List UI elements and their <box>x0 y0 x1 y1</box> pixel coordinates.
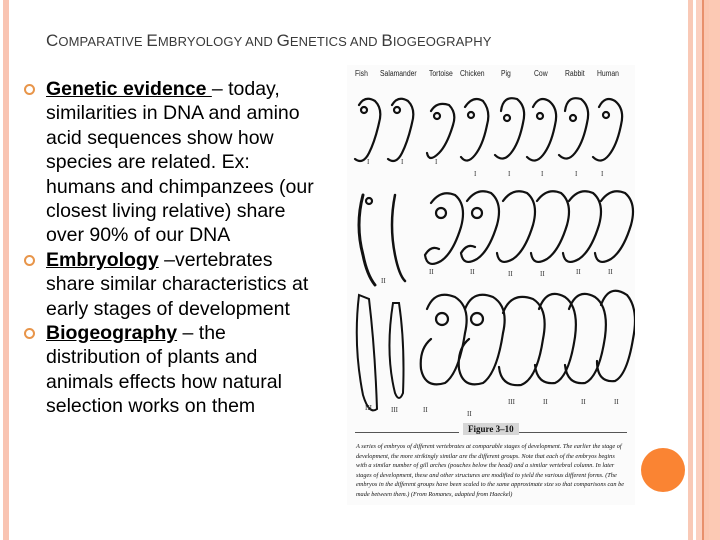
figure-caption: A series of embryos of different vertebrates at comparable stages of development. The earlier the stage of development, the more strikingly similar are the different groups. Note that each of the embryos begins with a similar number of gill arches (pouches below the head) and a similar vertebral column. In later stages of development, these and other structures are modified to yield the various different forms. (The embryos in the different groups have been scaled to the same approximate size so that comparisons can be made between them.) (From Romanes, adapted from Haeckel) <box>356 443 625 498</box>
stage-label: III <box>391 406 398 414</box>
title-part: OMPARATIVE <box>58 34 147 49</box>
stage-label: II <box>470 268 475 276</box>
column-label: Human <box>597 69 619 78</box>
circle-bullet-icon <box>24 84 35 95</box>
column-label: Pig <box>501 69 511 78</box>
title-part: ENETICS AND <box>289 34 382 49</box>
stage-label: I <box>508 170 511 178</box>
stage-label: II <box>576 268 581 276</box>
column-label: Cow <box>534 69 548 78</box>
bullet-genetic-evidence <box>24 77 314 248</box>
right-border-decoration <box>688 0 720 540</box>
stage-label: II <box>423 406 428 414</box>
figure-title: Figure 3–10 <box>463 423 519 435</box>
slide-title <box>46 31 491 51</box>
stage-label: I <box>367 158 370 166</box>
stage-label: II <box>429 268 434 276</box>
title-part: IOGEOGRAPHY <box>392 34 492 49</box>
stage-label: II <box>467 410 472 418</box>
bullet-text: – the distribution of plants and animals effects how natural selection works on them <box>46 322 282 418</box>
bullet-text: – today, similarities in DNA and amino acid sequences show how species are related. Ex: humans and chimpanzees (our closest living relative) share over 90% of our DNA <box>46 78 314 247</box>
embryo-row-stage-3 <box>357 291 635 411</box>
title-part: E <box>146 31 158 50</box>
stage-label: II <box>614 398 619 406</box>
column-label: Rabbit <box>565 69 585 78</box>
figure-divider <box>519 432 627 433</box>
bullet-term: Biogeography <box>46 322 178 345</box>
embryo-comparison-figure <box>347 65 635 505</box>
decorative-orange-circle <box>641 448 685 492</box>
bullet-embryology <box>24 248 314 321</box>
border-stripe <box>688 0 693 540</box>
bullet-biogeography <box>24 321 314 419</box>
embryo-row-stage-2 <box>359 191 633 285</box>
title-part: MBRYOLOGY AND <box>157 34 277 49</box>
stage-label: II <box>543 398 548 406</box>
circle-bullet-icon <box>24 328 35 339</box>
bullet-list <box>24 77 314 419</box>
column-label: Fish <box>355 69 368 78</box>
stage-label: II <box>581 398 586 406</box>
stage-label: I <box>541 170 544 178</box>
column-label: Salamander <box>380 69 417 78</box>
bullet-term: Genetic evidence <box>46 78 212 100</box>
left-border-stripe <box>3 0 9 540</box>
stage-label: II <box>608 268 613 276</box>
stage-label: I <box>435 158 438 166</box>
title-part: C <box>46 31 59 50</box>
stage-label: III <box>365 404 372 412</box>
stage-label: II <box>540 270 545 278</box>
figure-divider <box>355 432 459 433</box>
column-label: Tortoise <box>429 69 453 78</box>
title-part: B <box>381 31 393 50</box>
stage-label: I <box>601 170 604 178</box>
stage-label: II <box>508 270 513 278</box>
embryo-row-stage-1 <box>355 98 622 161</box>
stage-label: I <box>474 170 477 178</box>
stage-label: II <box>381 277 386 285</box>
title-part: G <box>276 31 290 50</box>
border-stripe <box>709 0 720 540</box>
embryo-drawings <box>347 83 635 428</box>
figure-column-labels <box>347 69 635 83</box>
stage-label: III <box>508 398 515 406</box>
column-label: Chicken <box>460 69 485 78</box>
circle-bullet-icon <box>24 255 35 266</box>
bullet-term: Embryology <box>46 248 159 271</box>
bullet-text: –vertebrates share similar characteristics at early stages of development <box>46 248 309 320</box>
stage-label: I <box>575 170 578 178</box>
stage-label: I <box>401 158 404 166</box>
